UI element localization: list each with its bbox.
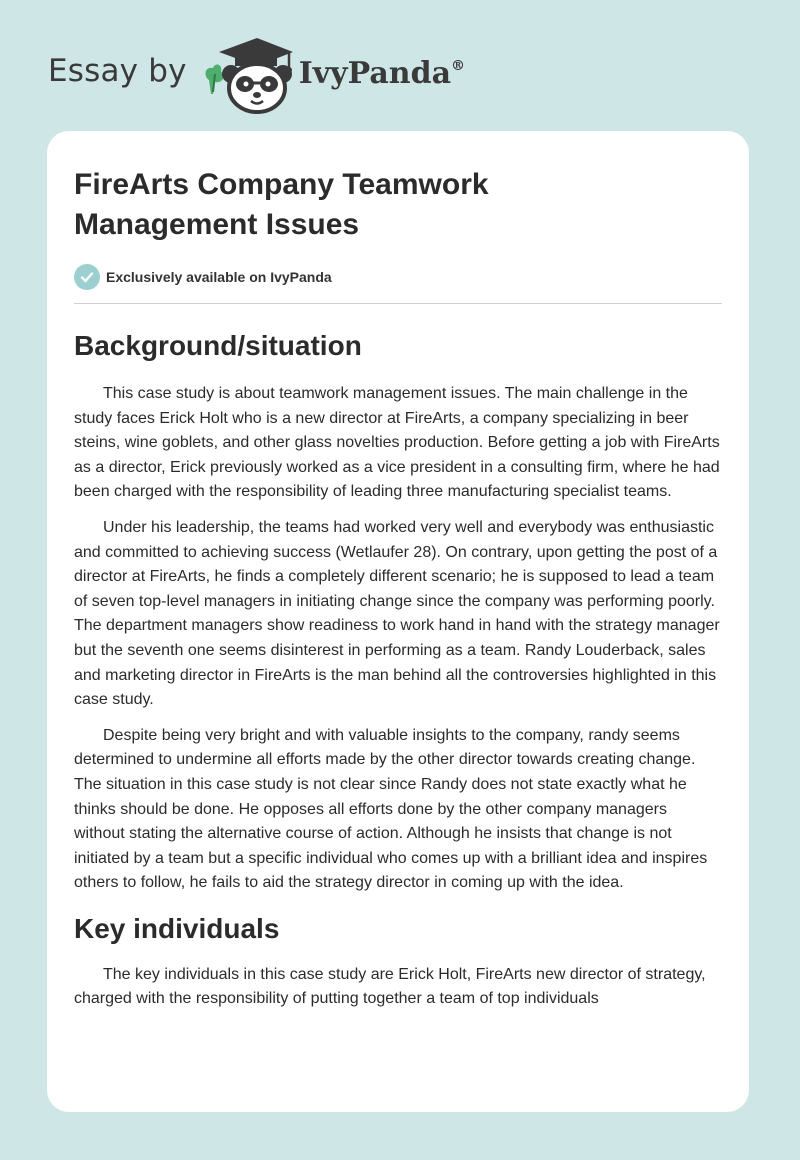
paragraph: Despite being very bright and with valuable insights to the company, randy seems determined to undermine all efforts made by the other director towards creating change. The situation in this case study is not clear since Randy does not state exactly what he thinks should be done. He opposes all efforts done by the other company managers without stating the alternative course of action. Although he insists that change is not initiated by a team but a specific individual who comes up with a brilliant idea and inspires others to follow, he fails to aid the strategy director in coming up with the idea. (74, 726, 708, 892)
section-heading-background: Background/situation (74, 330, 362, 361)
exclusive-label: Exclusively available on IvyPanda (106, 269, 332, 285)
checkmark-icon (74, 264, 100, 290)
essay-title: FireArts Company Teamwork Management Issues (74, 168, 489, 241)
title-divider (74, 303, 722, 304)
ivypanda-logo-icon[interactable] (201, 34, 293, 114)
section-heading-key-individuals: Key individuals (74, 912, 280, 944)
paragraph: Under his leadership, the teams had worked very well and everybody was enthusiastic and committed to achieving success (Wetlaufer 28). On contrary, upon getting the post of a director at FireArts, he finds a completely different scenario; he is supposed to lead a team of seven top-level managers in initiating change since the company was performing poorly. The department managers show readiness to work hand in hand with the strategy manager but the seventh one seems disinterest in performing as a team. Randy Louderback, sales and marketing director in FireArts is the man behind all the controversies highlighted in this case study. (74, 518, 720, 709)
essay-by-label: Essay by (48, 53, 187, 89)
paragraph: The key individuals in this case study are Erick Holt, FireArts new director of strategy, charged with the responsibility of putting together a team of top individuals (74, 965, 706, 1008)
registered-mark: ® (451, 57, 466, 74)
brand-text: IvyPanda (298, 55, 452, 91)
site-header (48, 34, 465, 114)
brand-name[interactable] (299, 56, 465, 91)
essay-card (47, 131, 749, 1112)
exclusive-badge (74, 264, 722, 290)
paragraph: This case study is about teamwork management issues. The main challenge in the study faces Erick Holt who is a new director at FireArts, a company specializing in beer steins, wine goblets, and other glass novelties production. Before getting a job with FireArts as a director, Erick previously worked as a vice president in a consulting firm, where he had been charged with the responsibility of leading three manufacturing specialist teams. (74, 385, 720, 501)
